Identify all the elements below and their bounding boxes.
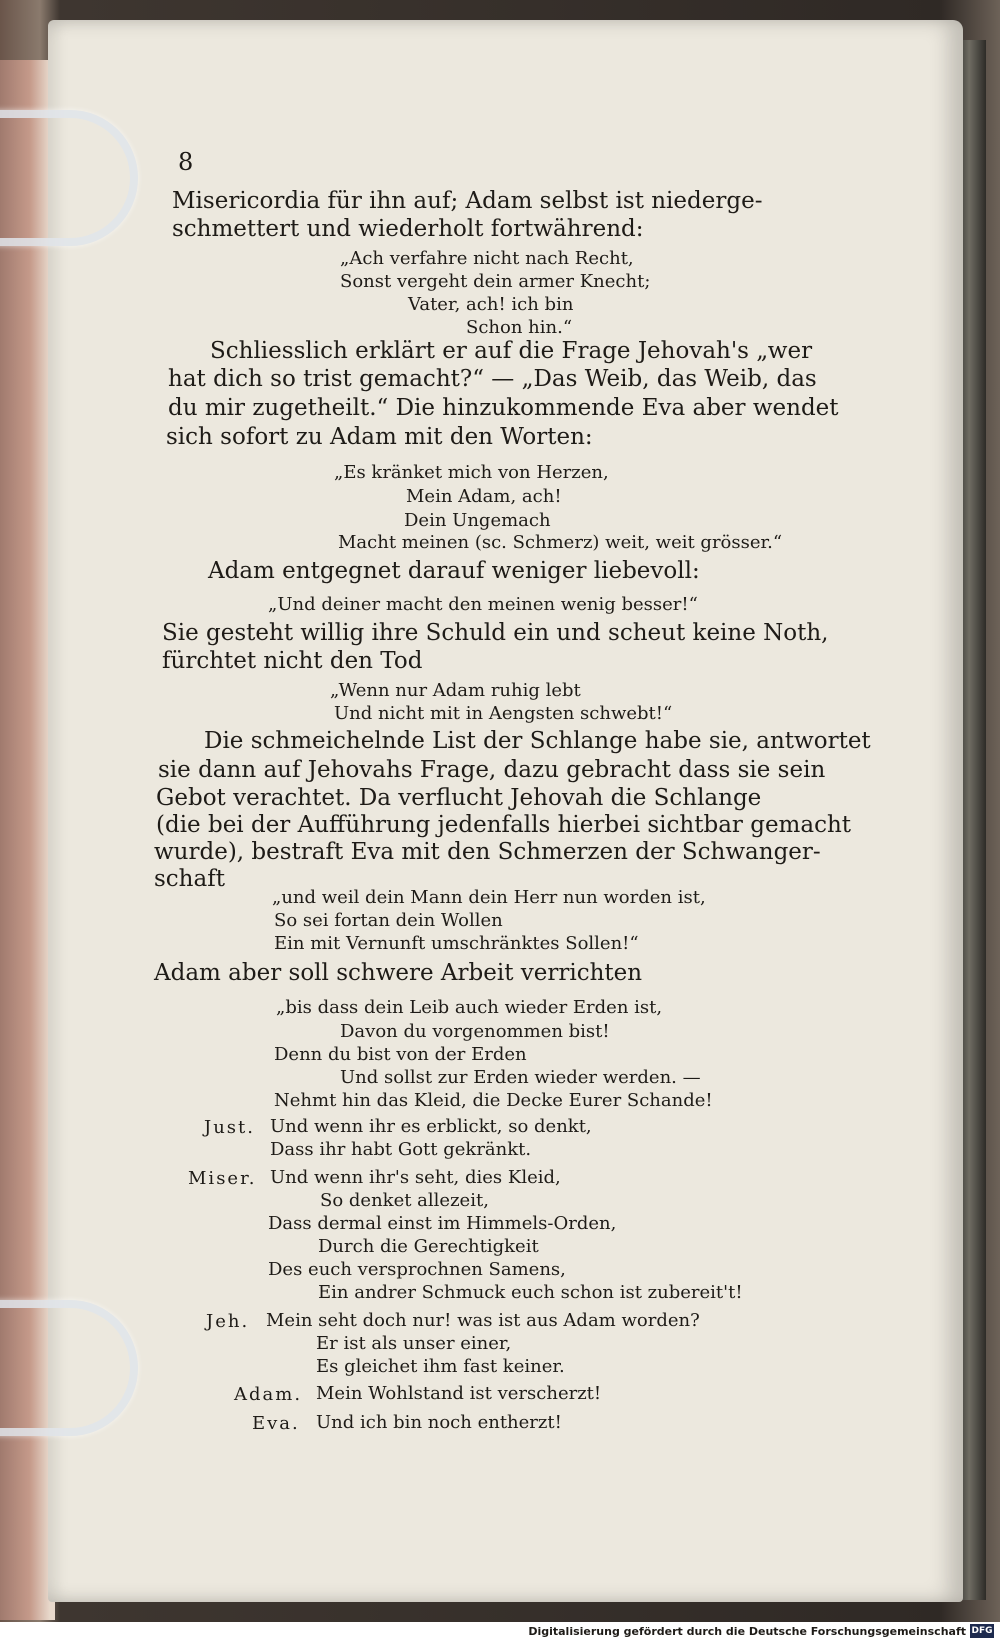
dialogue-line: Und wenn ihr's seht, dies Kleid, — [270, 1167, 561, 1188]
text-line: sich sofort zu Adam mit den Worten: — [166, 424, 593, 450]
speaker-name: Eva. — [252, 1413, 300, 1434]
dialogue-line: Dass dermal einst im Himmels-Orden, — [268, 1213, 617, 1234]
verse-line: Denn du bist von der Erden — [274, 1044, 527, 1065]
dialogue-line: Es gleichet ihm fast keiner. — [316, 1356, 565, 1377]
text-line: Adam aber soll schwere Arbeit verrichten — [154, 960, 643, 986]
verse-line: „Und deiner macht den meinen wenig besser!“ — [268, 594, 698, 615]
text-line: Gebot verachtet. Da verflucht Jehovah die Schlange — [156, 785, 762, 811]
speaker-name: Adam. — [234, 1384, 303, 1405]
verse-line: „Wenn nur Adam ruhig lebt — [330, 680, 581, 701]
verse-line: „Ach verfahre nicht nach Recht, — [340, 248, 634, 269]
verse-line: Ein mit Vernunft umschränktes Sollen!“ — [274, 933, 639, 954]
text-line: hat dich so trist gemacht?“ — „Das Weib, das Weib, das — [168, 366, 817, 392]
text-line: Schliesslich erklärt er auf die Frage Jehovah's „wer — [210, 338, 813, 364]
text-line: wurde), bestraft Eva mit den Schmerzen der Schwanger- — [154, 839, 821, 865]
verse-line: Dein Ungemach — [404, 510, 551, 531]
text-line: (die bei der Aufführung jedenfalls hierbei sichtbar gemacht — [156, 812, 852, 838]
verse-line: So sei fortan dein Wollen — [274, 910, 503, 931]
speaker-name: Miser. — [188, 1168, 257, 1189]
verse-line: Nehmt hin das Kleid, die Decke Eurer Schande! — [274, 1090, 713, 1111]
dialogue-line: Durch die Gerechtigkeit — [318, 1236, 539, 1257]
page-number: 8 — [178, 148, 194, 176]
verse-line: Davon du vorgenommen bist! — [340, 1021, 610, 1042]
verse-line: Mein Adam, ach! — [406, 486, 562, 507]
text-line: du mir zugetheilt.“ Die hinzukommende Eva aber wendet — [168, 395, 839, 421]
text-line: schmettert und wiederholt fortwährend: — [172, 216, 644, 242]
dfg-logo: DFG — [971, 1626, 993, 1636]
speaker-name: Jeh. — [206, 1311, 250, 1332]
text-line: sie dann auf Jehovahs Frage, dazu gebracht dass sie sein — [158, 757, 826, 783]
verse-line: Und sollst zur Erden wieder werden. — — [340, 1067, 701, 1088]
text-line: Die schmeichelnde List der Schlange habe sie, antwortet — [204, 728, 871, 754]
dialogue-line: So denket allezeit, — [320, 1190, 489, 1211]
text-line: Adam entgegnet darauf weniger liebevoll: — [208, 558, 700, 584]
verse-line: „und weil dein Mann dein Herr nun worden ist, — [272, 887, 706, 908]
text-line: fürchtet nicht den Tod — [162, 648, 423, 674]
dialogue-line: Und ich bin noch entherzt! — [316, 1412, 562, 1433]
funding-credit: Digitalisierung gefördert durch die Deutsche Forschungsgemeinschaft — [528, 1625, 966, 1638]
text-line: Misericordia für ihn auf; Adam selbst ist niederge- — [172, 188, 763, 214]
verse-line: Und nicht mit in Aengsten schwebt!“ — [334, 703, 673, 724]
page-clip-bottom — [0, 1300, 138, 1436]
dialogue-line: Des euch versprochnen Samens, — [268, 1259, 566, 1280]
page-clip-top — [0, 110, 138, 246]
text-line: schaft — [154, 866, 225, 892]
dialogue-line: Mein seht doch nur! was ist aus Adam worden? — [266, 1310, 700, 1331]
verse-line: Sonst vergeht dein armer Knecht; — [340, 271, 651, 292]
dialogue-line: Er ist als unser einer, — [316, 1333, 512, 1354]
dialogue-line: Dass ihr habt Gott gekränkt. — [270, 1139, 532, 1160]
text-line: Sie gesteht willig ihre Schuld ein und scheut keine Noth, — [162, 620, 829, 646]
dialogue-line: Und wenn ihr es erblickt, so denkt, — [270, 1116, 592, 1137]
speaker-name: Just. — [204, 1117, 256, 1138]
dialogue-line: Mein Wohlstand ist verscherzt! — [316, 1383, 602, 1404]
verse-line: Schon hin.“ — [466, 317, 573, 338]
verse-line: Macht meinen (sc. Schmerz) weit, weit grösser.“ — [338, 532, 783, 553]
dialogue-line: Ein andrer Schmuck euch schon ist zubereit't! — [318, 1282, 743, 1303]
verse-line: Vater, ach! ich bin — [408, 294, 574, 315]
verse-line: „Es kränket mich von Herzen, — [334, 462, 609, 483]
verse-line: „bis dass dein Leib auch wieder Erden ist, — [276, 997, 663, 1018]
